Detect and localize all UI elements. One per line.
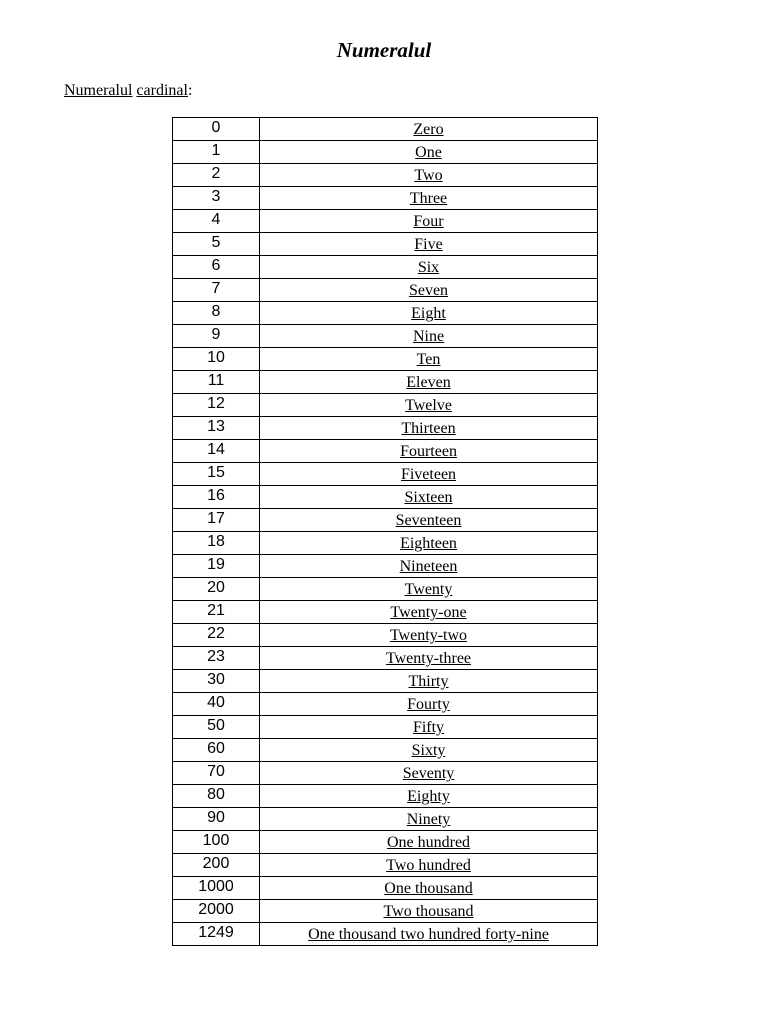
word-cell: Four: [260, 210, 598, 233]
number-cell: 4: [173, 210, 260, 233]
word-cell: Seventeen: [260, 509, 598, 532]
table-row: [173, 509, 598, 532]
table-row: [173, 348, 598, 371]
table-row: [173, 371, 598, 394]
subtitle-word-numeralul: Numeralul: [64, 82, 133, 99]
word-cell: Twenty-three: [260, 647, 598, 670]
word-cell: Twenty: [260, 578, 598, 601]
table-row: [173, 601, 598, 624]
number-cell: 200: [173, 854, 260, 877]
number-cell: 1000: [173, 877, 260, 900]
table-row: [173, 555, 598, 578]
table-row: [173, 808, 598, 831]
table-row: [173, 302, 598, 325]
word-cell: Twenty-one: [260, 601, 598, 624]
page-title: Numeralul: [336, 38, 432, 62]
table-row: [173, 325, 598, 348]
word-cell: Fourteen: [260, 440, 598, 463]
word-cell: Seventy: [260, 762, 598, 785]
table-row: [173, 233, 598, 256]
word-cell: Twelve: [260, 394, 598, 417]
table-row: [173, 624, 598, 647]
table-row: [173, 440, 598, 463]
number-cell: 8: [173, 302, 260, 325]
word-cell: Six: [260, 256, 598, 279]
table-row: [173, 279, 598, 302]
word-cell: Five: [260, 233, 598, 256]
table-row: [173, 854, 598, 877]
number-cell: 5: [173, 233, 260, 256]
number-cell: 10: [173, 348, 260, 371]
number-cell: 90: [173, 808, 260, 831]
word-cell: Two hundred: [260, 854, 598, 877]
table-row: [173, 486, 598, 509]
number-cell: 14: [173, 440, 260, 463]
table-row: [173, 670, 598, 693]
word-cell: Ten: [260, 348, 598, 371]
word-cell: One thousand: [260, 877, 598, 900]
table-row: [173, 578, 598, 601]
subtitle-word-cardinal: cardinal: [136, 82, 188, 99]
number-cell: 13: [173, 417, 260, 440]
subtitle-colon: :: [187, 82, 193, 99]
number-cell: 20: [173, 578, 260, 601]
number-cell: 60: [173, 739, 260, 762]
word-cell: Fourty: [260, 693, 598, 716]
table-row: [173, 417, 598, 440]
number-cell: 19: [173, 555, 260, 578]
number-cell: 21: [173, 601, 260, 624]
word-cell: Twenty-two: [260, 624, 598, 647]
word-cell: Fiveteen: [260, 463, 598, 486]
word-cell: Nineteen: [260, 555, 598, 578]
table-row: [173, 210, 598, 233]
table-row: [173, 532, 598, 555]
number-cell: 2: [173, 164, 260, 187]
table-row: [173, 187, 598, 210]
section-subtitle: [64, 80, 192, 102]
table-row: [173, 256, 598, 279]
number-cell: 2000: [173, 900, 260, 923]
word-cell: Nine: [260, 325, 598, 348]
table-row: [173, 394, 598, 417]
word-cell: Zero: [260, 118, 598, 141]
number-cell: 22: [173, 624, 260, 647]
number-cell: 16: [173, 486, 260, 509]
word-cell: Eight: [260, 302, 598, 325]
table-row: [173, 831, 598, 854]
number-cell: 0: [173, 118, 260, 141]
number-cell: 11: [173, 371, 260, 394]
word-cell: Three: [260, 187, 598, 210]
word-cell: Eighteen: [260, 532, 598, 555]
number-cell: 80: [173, 785, 260, 808]
number-cell: 1249: [173, 923, 260, 946]
table-row: [173, 877, 598, 900]
word-cell: Ninety: [260, 808, 598, 831]
number-cell: 9: [173, 325, 260, 348]
word-cell: One thousand two hundred forty-nine: [260, 923, 598, 946]
word-cell: Two: [260, 164, 598, 187]
table-row: [173, 739, 598, 762]
word-cell: Seven: [260, 279, 598, 302]
number-cell: 7: [173, 279, 260, 302]
table-body: [173, 118, 598, 946]
number-cell: 17: [173, 509, 260, 532]
word-cell: Thirteen: [260, 417, 598, 440]
number-cell: 15: [173, 463, 260, 486]
word-cell: One hundred: [260, 831, 598, 854]
number-cell: 3: [173, 187, 260, 210]
table-row: [173, 900, 598, 923]
word-cell: One: [260, 141, 598, 164]
table-row: [173, 693, 598, 716]
table-row: [173, 164, 598, 187]
table-row: [173, 463, 598, 486]
table-row: [173, 762, 598, 785]
word-cell: Thirty: [260, 670, 598, 693]
number-cell: 40: [173, 693, 260, 716]
table-row: [173, 118, 598, 141]
number-cell: 23: [173, 647, 260, 670]
word-cell: Sixty: [260, 739, 598, 762]
number-cell: 12: [173, 394, 260, 417]
word-cell: Two thousand: [260, 900, 598, 923]
number-cell: 6: [173, 256, 260, 279]
word-cell: Sixteen: [260, 486, 598, 509]
word-cell: Fifty: [260, 716, 598, 739]
table-row: [173, 785, 598, 808]
table-row: [173, 141, 598, 164]
table-row: [173, 647, 598, 670]
table-row: [173, 923, 598, 946]
number-cell: 70: [173, 762, 260, 785]
word-cell: Eleven: [260, 371, 598, 394]
number-cell: 18: [173, 532, 260, 555]
cardinal-numbers-table: [172, 117, 598, 946]
table-row: [173, 716, 598, 739]
word-cell: Eighty: [260, 785, 598, 808]
number-cell: 50: [173, 716, 260, 739]
number-cell: 1: [173, 141, 260, 164]
number-cell: 30: [173, 670, 260, 693]
number-cell: 100: [173, 831, 260, 854]
